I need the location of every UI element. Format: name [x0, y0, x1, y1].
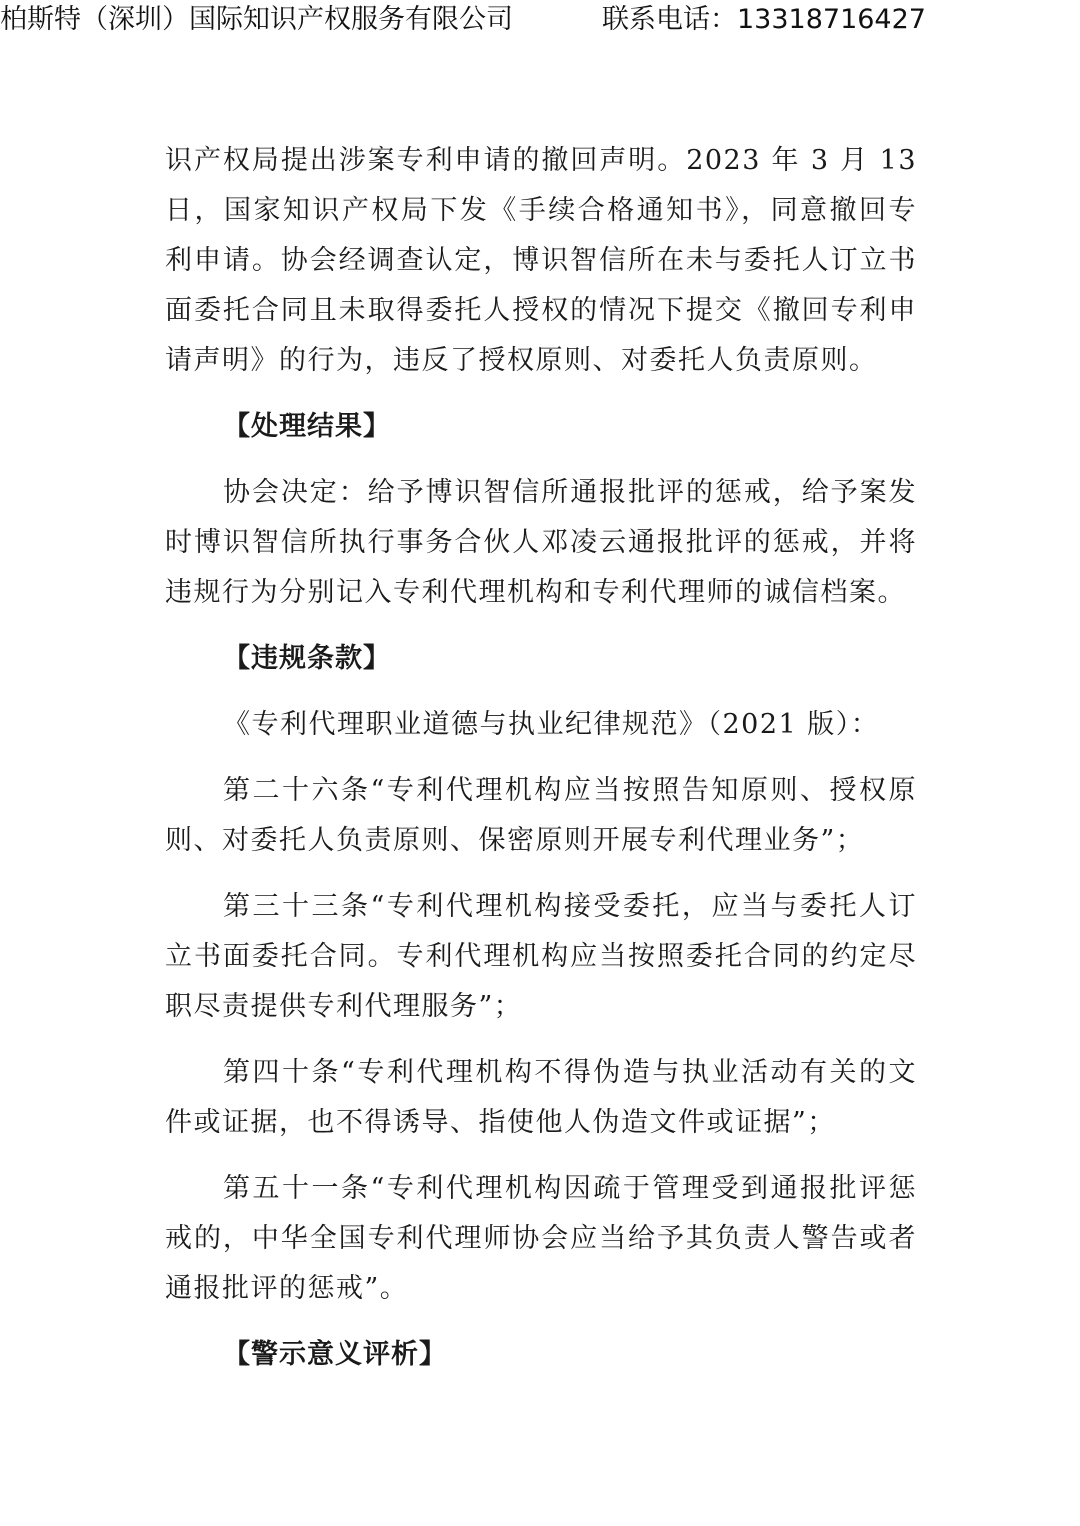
paragraph-article-51: 第五十一条“专利代理机构因疏于管理受到通报批评惩戒的，中华全国专利代理师协会应当给予其负责人警告或者通报批评的惩戒”。 [165, 1173, 917, 1304]
heading-result: 【处理结果】 [223, 411, 391, 442]
paragraph-article-26: 第二十六条“专利代理机构应当按照告知原则、授权原则、对委托人负责原则、保密原则开展专利代理业务”； [165, 775, 917, 856]
document-body [165, 136, 917, 1380]
company-name: 柏斯特（深圳）国际知识产权服务有限公司 [0, 4, 513, 35]
contact-phone: 联系电话：13318716427 [602, 4, 926, 35]
paragraph-result: 协会决定：给予博识智信所通报批评的惩戒，给予案发时博识智信所执行事务合伙人邓凌云通报批评的惩戒，并将违规行为分别记入专利代理机构和专利代理师的诚信档案。 [165, 477, 917, 608]
paragraph-code-title: 《专利代理职业道德与执业纪律规范》（2021 版）： [223, 709, 880, 740]
paragraph-article-40: 第四十条“专利代理机构不得伪造与执业活动有关的文件或证据，也不得诱导、指使他人伪造文件或证据”； [165, 1057, 917, 1138]
heading-clauses: 【违规条款】 [223, 643, 391, 674]
paragraph-continued: 识产权局提出涉案专利申请的撤回声明。2023 年 3 月 13 日，国家知识产权局下发《手续合格通知书》，同意撤回专利申请。协会经调查认定，博识智信所在未与委托人订立书面委托合同且未取得委托人授权的情况下提交《撤回专利申请声明》的行为，违反了授权原则、对委托人负责原则。 [165, 145, 917, 376]
company-header [0, 2, 1080, 42]
heading-warning: 【警示意义评析】 [223, 1339, 447, 1370]
paragraph-article-33: 第三十三条“专利代理机构接受委托，应当与委托人订立书面委托合同。专利代理机构应当按照委托合同的约定尽职尽责提供专利代理服务”； [165, 891, 917, 1022]
